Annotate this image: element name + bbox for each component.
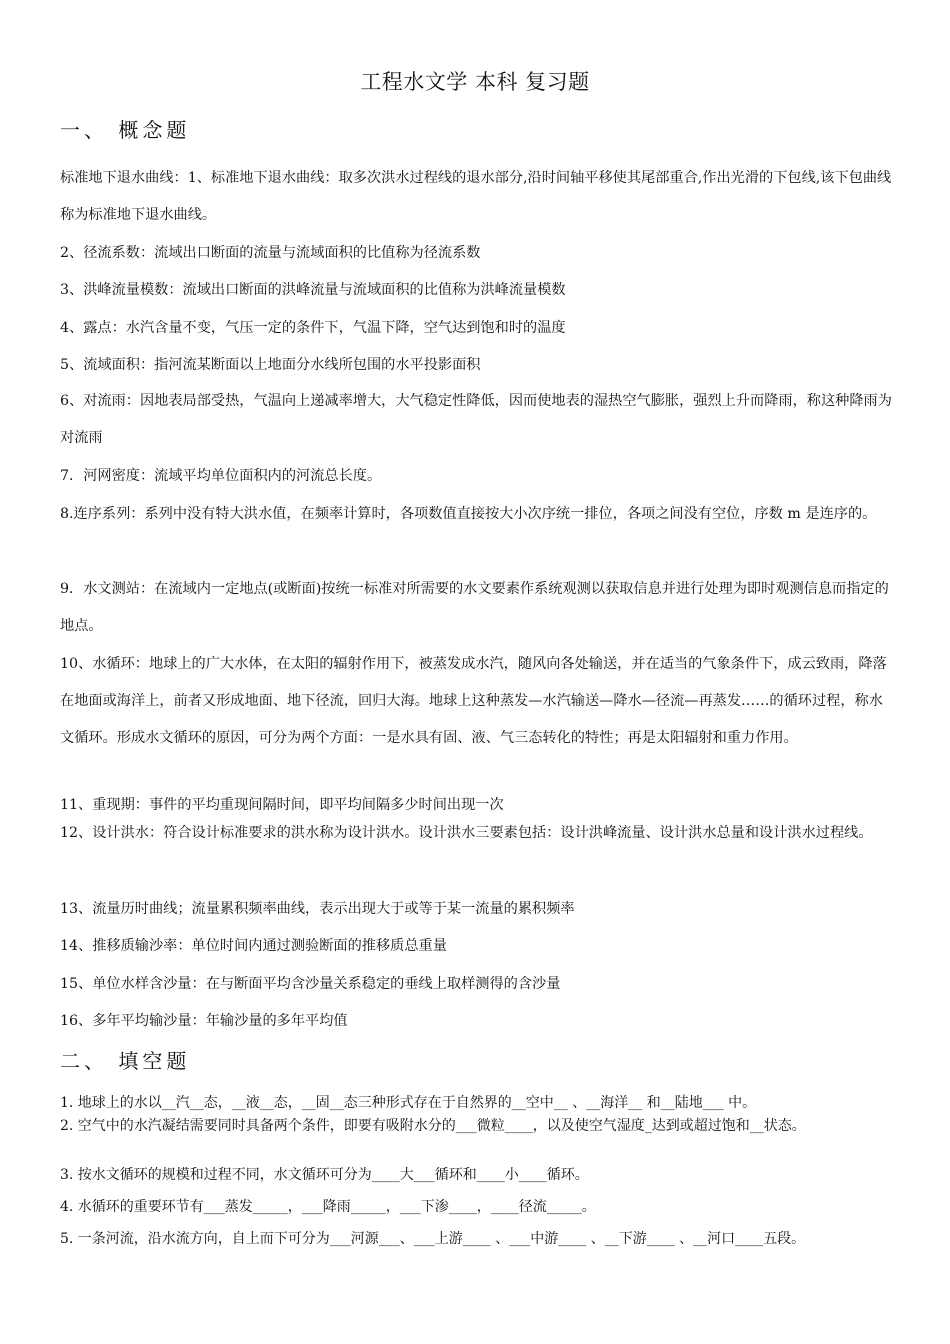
concept-item-12: 12、设计洪水：符合设计标准要求的洪水称为设计洪水。设计洪水三要素包括：设计洪峰流量、设计洪水总量和设计洪水过程线。 xyxy=(60,825,873,841)
fill-item-3: 3. 按水文循环的规模和过程不同，水文循环可分为____大___循环和____小____循环。 xyxy=(60,1167,589,1183)
fill-item-2: 2. 空气中的水汽凝结需要同时具备两个条件，即要有吸附水分的___微粒____，以及使空气湿度_达到或超过饱和__状态。 xyxy=(60,1118,806,1134)
fill-item-5: 5. 一条河流，沿水流方向，自上而下可分为___河源___、___上游____ 、___中游____ 、__下游____ 、__河口____五段。 xyxy=(60,1231,806,1247)
concept-item-10: 10、水循环：地球上的广大水体，在太阳的辐射作用下，被蒸发成水汽，随风向各处输送，并在适当的气象条件下，成云致雨，降落在地面或海洋上，前者又形成地面、地下径流，回归大海。地球上这种蒸发—水汽输送—降水—径流—再蒸发……的循环过程，称水文循环。形成水文循环的原因，可分为两个方面：一是水具有固、液、气三态转化的特性；再是太阳辐射和重力作用。 xyxy=(60,656,887,746)
fill-item-4: 4. 水循环的重要环节有___蒸发_____，___降雨_____，___下渗____，____径流_____。 xyxy=(60,1199,596,1215)
concept-item-16: 16、多年平均输沙量：年输沙量的多年平均值 xyxy=(60,1013,348,1029)
concept-item-9: 9．水文测站：在流域内一定地点(或断面)按统一标准对所需要的水文要素作系统观测以获取信息并进行处理为即时观测信息而指定的地点。 xyxy=(60,581,889,634)
concept-item-5: 5、流域面积：指河流某断面以上地面分水线所包围的水平投影面积 xyxy=(60,357,481,373)
concept-item-15: 15、单位水样含沙量：在与断面平均含沙量关系稳定的垂线上取样测得的含沙量 xyxy=(60,976,561,992)
concept-item-11: 11、重现期：事件的平均重现间隔时间，即平均间隔多少时间出现一次 xyxy=(60,797,504,813)
concept-item-2: 2、径流系数：流域出口断面的流量与流域面积的比值称为径流系数 xyxy=(60,245,481,261)
concept-item-14: 14、推移质输沙率：单位时间内通过测验断面的推移质总重量 xyxy=(60,938,447,954)
concept-item-8: 8.连序系列：系列中没有特大洪水值，在频率计算时，各项数值直接按大小次序统一排位，各项之间没有空位，序数 m 是连序的。 xyxy=(60,506,877,522)
document-title: 工程水文学 本科 复习题 xyxy=(360,70,590,94)
fill-item-1: 1. 地球上的水以__汽__态，__液__态，__固__态三种形式存在于自然界的__空中__ 、__海洋__ 和__陆地___ 中。 xyxy=(60,1095,757,1111)
section-heading-concepts: 一、 概念题 xyxy=(60,118,191,142)
concept-item-13: 13、流量历时曲线；流量累积频率曲线，表示出现大于或等于某一流量的累积频率 xyxy=(60,901,575,917)
concept-item-6: 6、对流雨：因地表局部受热，气温向上递减率增大，大气稳定性降低，因而使地表的湿热空气膨胀，强烈上升而降雨，称这种降雨为对流雨 xyxy=(60,393,892,446)
concept-item-3: 3、洪峰流量模数：流域出口断面的洪峰流量与流域面积的比值称为洪峰流量模数 xyxy=(60,282,566,298)
section-heading-fill-in: 二、 填空题 xyxy=(60,1049,191,1073)
concept-item-1: 标准地下退水曲线：1、标准地下退水曲线：取多次洪水过程线的退水部分,沿时间轴平移使其尾部重合,作出光滑的下包线,该下包曲线称为标准地下退水曲线。 xyxy=(60,170,892,223)
concept-item-4: 4、露点：水汽含量不变，气压一定的条件下，气温下降，空气达到饱和时的温度 xyxy=(60,320,566,336)
concept-item-7: 7．河网密度：流域平均单位面积内的河流总长度。 xyxy=(60,468,382,484)
